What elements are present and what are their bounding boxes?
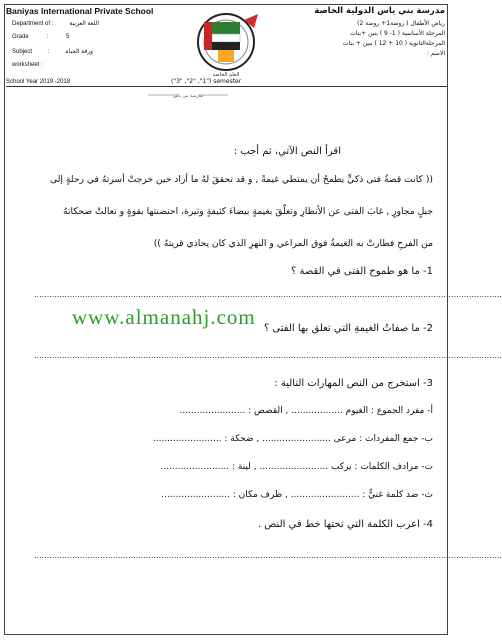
question-2: 2- ما صفاتُ الغيمةِ التي تعلق بها الفتى ؟ (263, 323, 433, 334)
school-year: School Year 2019 -2018 (6, 79, 71, 85)
header (6, 6, 447, 92)
question-3: 3- استخرج من النص المهارات التالية : (274, 378, 433, 389)
question-3d: ث- ضد كلمة غنيٌّ : ........................ , ظرف مكان : ........................ (161, 490, 433, 500)
answer-line-2[interactable]: ........................................................................................................................................................................................ (34, 351, 502, 360)
header-divider (6, 86, 447, 87)
separator-ornament (148, 92, 228, 98)
intro-instruction: اقرأ النص الآتي، ثم أجب : (233, 146, 341, 157)
passage-line-3: من الفرحِ فطارتْ به الغيمةُ فوق المراعي و النهرِ الذي كان يحاذي قريتهُ )) (153, 238, 433, 249)
subject-label: Subject (12, 49, 33, 55)
passage-line-2: جبلٍ مجاورٍ , غابَ الفتى عن الأنظارِ وتعلّقَ بغيمةٍ بيضاءَ كثيفةٍ وثيرة، احتضنتها بقوةٍ و تعالتْ ضحكاتهُ (63, 206, 433, 217)
answer-line-1[interactable]: ........................................................................................................................................................................................ (34, 290, 502, 299)
semester: ("3" ,"2" ,"1") semester (171, 78, 242, 85)
separator-text: مدرسة بني ياس (172, 94, 204, 99)
school-logo (182, 10, 270, 80)
department-value: اللغة العربية (69, 21, 100, 27)
question-1: 1- ما هو طموح الفتى في القصة ؟ (290, 266, 433, 277)
watermark: www.almanahj.com (72, 305, 256, 329)
header-line-2: المرحلة الأساسية ( 1- 9 ) بنين +بنات (350, 30, 445, 37)
header-line-1: رياض الأطفال ( روضة1+ روضة 2) (357, 20, 445, 27)
grade-label: Grade (12, 34, 29, 40)
subject-row: Subject : ورقة الحياة (12, 49, 94, 55)
school-name-ar: مدرسة بني ياس الدولية الخاصة (314, 6, 445, 16)
passage-line-1: (( كانت قصةُ فتى ذكيٍّ يطمحُ أن يمتطي غيمةً , و قد تحققَ لهُ ما أراد حين خرجتْ أسرتهُ في رحلةٍ إلى (49, 174, 433, 185)
department-label: Department of (12, 21, 51, 27)
question-3b: ب- جمع المفردات : مرعى ........................ , ضحكة : ........................ (152, 434, 433, 444)
header-line-3: المرحلةالثانوية ( 10 + 12 ) بنين + بنات (342, 40, 445, 47)
grade-row: Grade : 5 (12, 34, 70, 40)
question-3c: ت- مرادف الكلمات : يركب ........................ , لينة : ........................ (160, 462, 433, 472)
answer-line-4[interactable]: ........................................................................................................................................................................................ (34, 551, 502, 560)
worksheet-label: worksheet : (12, 62, 43, 68)
department-row: Department of : اللغة العربية (12, 21, 100, 27)
header-right (295, 6, 445, 59)
name-label: الاسم : (426, 50, 445, 57)
header-left (6, 6, 156, 68)
grade-value: 5 (66, 34, 70, 40)
school-name-en: Baniyas International Private School (6, 6, 154, 16)
question-3a: أ- مفرد الجموع : الغيوم .................. , القصص : ....................... (179, 406, 433, 416)
question-4: 4- اعرب الكلمة التي تحتها خط في النص . (257, 519, 433, 530)
subject-value: ورقة الحياة (65, 49, 94, 55)
logo-text: العلم الخاصة (212, 72, 240, 78)
